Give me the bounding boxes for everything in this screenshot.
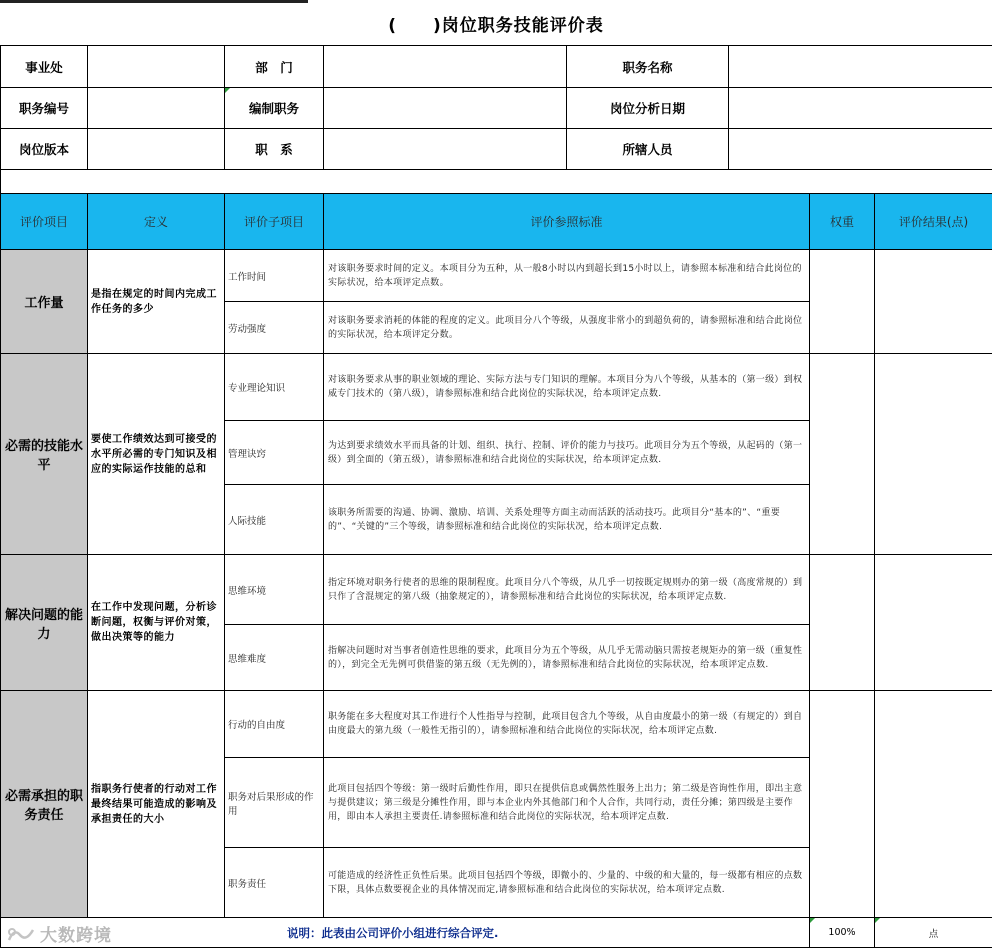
evaluation-table [0, 45, 992, 948]
subitem-name: 工作时间 [225, 250, 324, 302]
table-row [1, 555, 992, 625]
weight-cell[interactable] [810, 354, 875, 555]
standard-text: 为达到要求绩效水平而具备的计划、组织、执行、控制、评价的能力与技巧。此项目分为五个等级，从起码的（第一级）到全面的（第五级），请参照标准和结合此岗位的实际状况，给本项评定点数. [324, 421, 810, 485]
col-header-standard: 评价参照标准 [324, 194, 810, 250]
col-header-item: 评价项目 [1, 194, 88, 250]
standard-text: 职务能在多大程度对其工作进行个人性指导与控制，此项目包含九个等级，从自由度最小的第一级（有规定的）到自由度最大的第九级（一般性无指引的），请参照标准和结合此岗位的实际状况，给本项评定点数. [324, 691, 810, 758]
label-analysis-date: 岗位分析日期 [567, 88, 729, 129]
subitem-name: 职务责任 [225, 848, 324, 918]
standard-text: 该职务所需要的沟通、协调、激励、培训、关系处理等方面主动而活跃的活动技巧。此项目分“基本的”、“重要的”、“关键的”三个等级，请参照标准和结合此岗位的实际状况，给本项评定点数. [324, 485, 810, 555]
footer-row [1, 918, 992, 948]
column-header-row [1, 194, 992, 250]
standard-text: 指定环境对职务行使者的思维的限制程度。此项目分八个等级，从几乎一切按既定规则办的第一级（高度常规的）到只作了含混规定的第八级（抽象规定的），请参照标准和结合此岗位的实际状况，给本项评定点数. [324, 555, 810, 625]
subitem-name: 思维难度 [225, 625, 324, 691]
result-cell[interactable] [875, 250, 992, 354]
label-version: 岗位版本 [1, 129, 88, 170]
value-analysis-date[interactable] [729, 88, 992, 129]
footer-weight-total: 100% [810, 918, 875, 948]
footer-result-unit: 点 [875, 918, 992, 948]
value-position-name[interactable] [729, 46, 992, 88]
info-row-2 [1, 88, 992, 129]
standard-text: 可能造成的经济性正负性后果。此项目包括四个等级，即微小的、少量的、中级的和大量的，每一级都有相应的点数下限，具体点数要视企业的具体情况而定,请参照标准和结合此岗位的实际状况，给本项评定点数. [324, 848, 810, 918]
subitem-name: 劳动强度 [225, 302, 324, 354]
col-header-subitem: 评价子项目 [225, 194, 324, 250]
label-department: 部 门 [225, 46, 324, 88]
footer-note: 说明：此表由公司评价小组进行综合评定. [1, 918, 810, 948]
col-header-definition: 定义 [88, 194, 225, 250]
table-row [1, 691, 992, 758]
value-version[interactable] [88, 129, 225, 170]
value-position-code[interactable] [88, 88, 225, 129]
label-subordinates: 所辖人员 [567, 129, 729, 170]
item-workload: 工作量 [1, 250, 88, 354]
weight-cell[interactable] [810, 691, 875, 918]
col-header-weight: 权重 [810, 194, 875, 250]
watermark [6, 921, 112, 946]
standard-text: 对该职务要求从事的职业领域的理论、实际方法与专门知识的理解。本项目分为八个等级，从基本的（第一级）到权威专门技术的（第八级），请参照标准和结合此岗位的实际状况，给本项评定点数. [324, 354, 810, 421]
label-job-family: 职 系 [225, 129, 324, 170]
result-cell[interactable] [875, 555, 992, 691]
subitem-name: 思维环境 [225, 555, 324, 625]
table-row [1, 354, 992, 421]
weight-cell[interactable] [810, 250, 875, 354]
watermark-logo-icon [6, 926, 36, 944]
info-row-3 [1, 129, 992, 170]
top-divider-bar [0, 0, 308, 3]
def-workload: 是指在规定的时间内完成工作任务的多少 [88, 250, 225, 354]
spacer-row [1, 170, 992, 194]
item-skill-level: 必需的技能水平 [1, 354, 88, 555]
value-department[interactable] [324, 46, 567, 88]
def-problem-solving: 在工作中发现问题，分析诊断问题，权衡与评价对策，做出决策等的能力 [88, 555, 225, 691]
value-job-family[interactable] [324, 129, 567, 170]
value-subordinates[interactable] [729, 129, 992, 170]
table-row [1, 250, 992, 302]
standard-text: 对该职务要求消耗的体能的程度的定义。此项目分八个等级，从强度非常小的到超负荷的，请参照标准和结合此岗位的实际状况，给本项评定分数。 [324, 302, 810, 354]
info-row-1 [1, 46, 992, 88]
label-staffing: 编制职务 [225, 88, 324, 129]
result-cell[interactable] [875, 691, 992, 918]
subitem-name: 人际技能 [225, 485, 324, 555]
standard-text: 对该职务要求时间的定义。本项目分为五种，从一般8小时以内到超长到15小时以上，请参照本标准和结合此岗位的实际状况，给本项评定点数。 [324, 250, 810, 302]
def-responsibility: 指职务行使者的行动对工作最终结果可能造成的影响及承担责任的大小 [88, 691, 225, 918]
result-cell[interactable] [875, 354, 992, 555]
item-responsibility: 必需承担的职务责任 [1, 691, 88, 918]
def-skill-level: 要使工作绩效达到可接受的水平所必需的专门知识及相应的实际运作技能的总和 [88, 354, 225, 555]
watermark-text: 大数跨境 [40, 926, 112, 946]
label-position-name: 职务名称 [567, 46, 729, 88]
weight-cell[interactable] [810, 555, 875, 691]
subitem-name: 专业理论知识 [225, 354, 324, 421]
subitem-name: 管理诀窍 [225, 421, 324, 485]
value-staffing[interactable] [324, 88, 567, 129]
label-division: 事业处 [1, 46, 88, 88]
standard-text: 指解决问题时对当事者创造性思维的要求，此项目分为五个等级，从几乎无需动脑只需按老规矩办的第一级（重复性的），到完全无先例可供借鉴的第五级（无先例的），请参照标准和结合此岗位的实际状况，给本项评定点数. [324, 625, 810, 691]
item-problem-solving: 解决问题的能力 [1, 555, 88, 691]
page-title: ( )岗位职务技能评价表 [388, 16, 604, 36]
label-position-code: 职务编号 [1, 88, 88, 129]
col-header-result: 评价结果(点) [875, 194, 992, 250]
value-division[interactable] [88, 46, 225, 88]
subitem-name: 行动的自由度 [225, 691, 324, 758]
standard-text: 此项目包括四个等级：第一级时后勤性作用，即只在提供信息或偶然性服务上出力；第二级是咨询性作用，即出主意与提供建议；第三级是分摊性作用，即与本企业内外其他部门和个人合作，共同行动，责任分摊；第四级是主要作用，即由本人承担主要责任.请参照标准和结合此岗位的实际状况，给本项评定点数. [324, 758, 810, 848]
subitem-name: 职务对后果形成的作用 [225, 758, 324, 848]
